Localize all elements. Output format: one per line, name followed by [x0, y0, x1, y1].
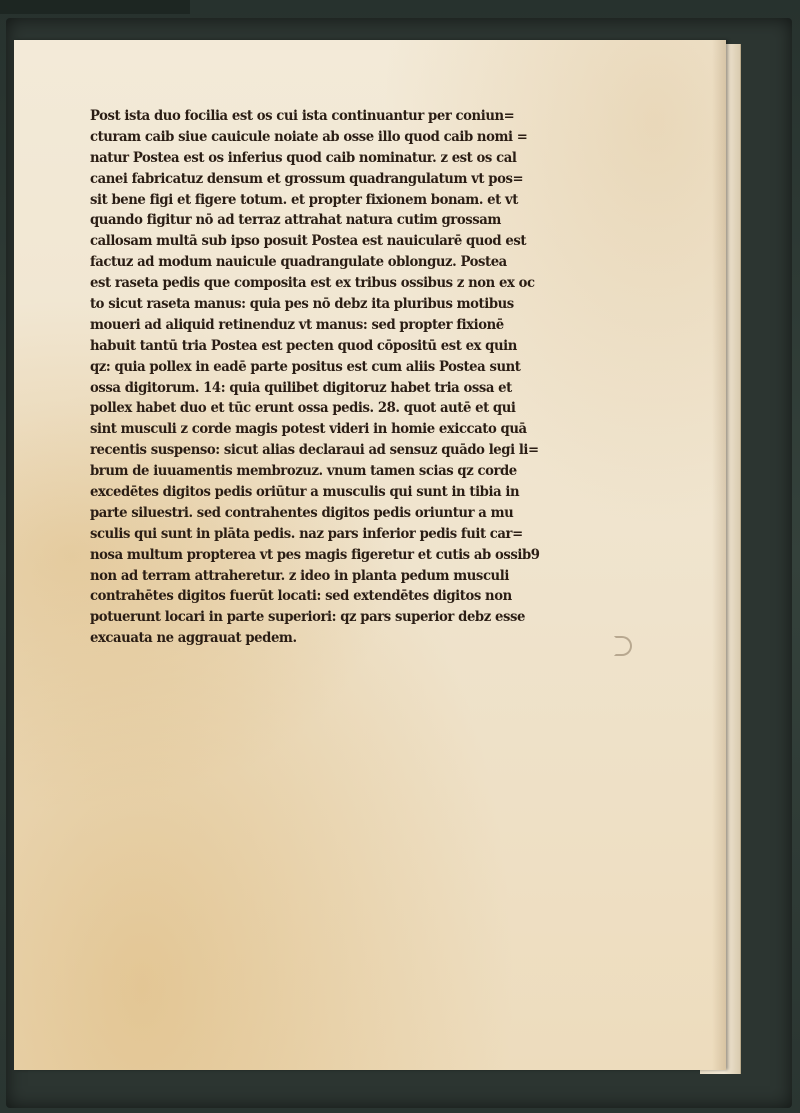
text-line: nosa multum propterea vt pes magis figeretur et cutis ab ossib9	[90, 546, 540, 563]
text-line: sint musculi z corde magis potest videri in homie exiccato quā	[90, 421, 527, 438]
text-line: recentis suspenso: sicut alias declaraui ad sensuz quādo legi li=	[90, 442, 539, 459]
text-line: canei fabricatuz densum et grossum quadrangulatum vt pos=	[90, 170, 524, 187]
text-line: factuz ad modum nauicule quadrangulate oblonguz. Postea	[90, 254, 507, 271]
text-line: est raseta pedis que composita est ex tribus ossibus z non ex oc	[90, 275, 535, 292]
book-page	[14, 40, 726, 1070]
text-line: Post ista duo focilia est os cui ista continuantur per coniun=	[90, 108, 515, 124]
text-line: to sicut raseta manus: quia pes nō debz ita pluribus motibus	[90, 296, 514, 313]
text-line: habuit tantū tria Postea est pecten quod cōpositū est ex quin	[90, 337, 517, 354]
text-line: qz: quia pollex in eadē parte positus est cum aliis Postea sunt	[90, 358, 521, 375]
text-line: non ad terram attraheretur. z ideo in planta pedum musculi	[90, 567, 509, 584]
text-line: cturam caib siue cauicule noiate ab osse illo quod caib nomi =	[90, 128, 528, 145]
text-line: brum de iuuamentis membrozuz. vnum tamen scias qz corde	[90, 463, 517, 480]
text-line: pollex habet duo et tūc erunt ossa pedis. 28. quot autē et qui	[90, 400, 516, 417]
text-line: quando figitur nō ad terraz attrahat natura cutim grossam	[90, 212, 501, 229]
text-line: contrahētes digitos fuerūt locati: sed extendētes digitos non	[90, 588, 512, 605]
text-line: excedētes digitos pedis oriūtur a musculis qui sunt in tibia in	[90, 484, 520, 501]
text-line: ossa digitorum. 14: quia quilibet digitoruz habet tria ossa et	[90, 379, 512, 396]
bleed-through-mark	[614, 636, 632, 656]
text-line: natur Postea est os inferius quod caib nominatur. z est os cal	[90, 149, 517, 166]
text-line: parte siluestri. sed contrahentes digitos pedis oriuntur a mu	[90, 504, 514, 521]
text-line: excauata ne aggrauat pedem.	[90, 630, 297, 647]
text-block	[90, 106, 610, 649]
text-line: moueri ad aliquid retinenduz vt manus: sed propter fixionē	[90, 316, 504, 333]
cover-corner	[0, 0, 190, 14]
text-line: potuerunt locari in parte superiori: qz pars superior debz esse	[90, 609, 525, 626]
page-edge-shadow	[712, 40, 726, 1070]
text-line: sculis qui sunt in plāta pedis. naz pars inferior pedis fuit car=	[90, 525, 523, 542]
text-line: callosam multā sub ipso posuit Postea est nauicularē quod est	[90, 233, 527, 250]
text-line: sit bene figi et figere totum. et propter fixionem bonam. et vt	[90, 191, 518, 208]
